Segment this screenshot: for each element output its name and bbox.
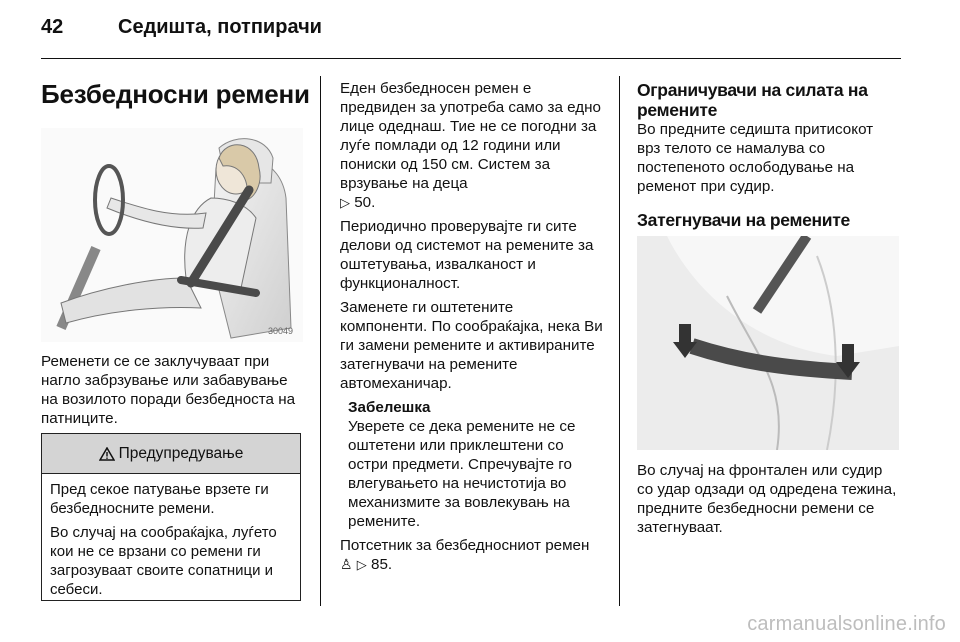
note-title: Забелешка bbox=[348, 399, 431, 416]
column-divider-1 bbox=[320, 76, 321, 606]
paragraph-replacement: Заменете ги оштетените компоненти. По сообраќајка, нека Ви ги замени ремените и активираните затегнувачи на ремените автомеханичар. bbox=[340, 299, 603, 392]
heading-force-limiters: Ограничувачи на силата на ремените bbox=[637, 80, 868, 120]
reference-arrow-icon: ▷ bbox=[340, 195, 350, 210]
figure-code: 30049 bbox=[268, 326, 294, 336]
chapter-title: Седишта, потпирачи bbox=[118, 16, 322, 38]
reference-arrow-icon-2: ▷ bbox=[356, 557, 367, 572]
warning-box bbox=[41, 433, 301, 601]
warning-body bbox=[42, 474, 300, 610]
paragraph-inspection: Периодично проверувајте ги сите делови од системот на ремените за оштетувања, извалканост и функционалност. bbox=[340, 218, 594, 292]
paragraph-reminder bbox=[340, 536, 604, 574]
section-title: Безбедносни ремени bbox=[41, 79, 310, 109]
note-text: Уверете се дека ремените не се оштетени или приклештени со остри предмети. Спречувајте го влегувањето на нечистотија во механизмите за вовлекувањ на ремените. bbox=[348, 418, 576, 530]
pretensioners-text: Во случај на фронтален или судир со удар одзади од одредена тежина, предните безбедносни ремени се затегнуваат. bbox=[637, 462, 897, 536]
warning-title: Предупредување bbox=[118, 444, 244, 462]
warning-triangle-icon bbox=[99, 447, 115, 461]
pretensioner-drawing bbox=[637, 236, 899, 450]
pretensioner-illustration bbox=[637, 236, 899, 450]
column-3 bbox=[637, 80, 899, 230]
warning-text-1: Пред секое патување врзете ги безбедносните ремени. bbox=[50, 481, 269, 517]
usage-ref: 50. bbox=[354, 194, 376, 211]
seatbelt-driver-illustration bbox=[41, 128, 303, 342]
intro-paragraph bbox=[41, 352, 303, 428]
warning-header bbox=[42, 434, 300, 474]
force-limiters-text: Во предните седишта притисокот врз телото се намалува со постепеното ослободување на ременот при судир. bbox=[637, 121, 874, 195]
seatbelt-person-icon: ♙ bbox=[340, 556, 353, 572]
pretensioners-paragraph bbox=[637, 461, 901, 537]
page-number: 42 bbox=[41, 16, 64, 38]
seatbelt-driver-drawing bbox=[41, 128, 303, 342]
intro-text: Ременети се се заклучуваат при нагло забрзување или забавување на возилото поради безбедноста на патниците. bbox=[41, 353, 296, 427]
reminder-ref: 85. bbox=[371, 556, 393, 573]
note-block bbox=[340, 398, 604, 531]
column-divider-2 bbox=[619, 76, 620, 606]
reminder-text: Потсетник за безбедносниот ремен bbox=[340, 537, 590, 554]
paragraph-usage bbox=[340, 79, 604, 212]
warning-text-2: Во случај на сообраќајка, луѓето кои не се врзани со ремени ги загрозуваат своите сопатници и себеси. bbox=[50, 524, 277, 598]
usage-text: Еден безбедносен ремен е предвиден за употреба само за едно лице одеднаш. Тие не се погодни за луѓе помлади од 12 години или пониски од 150 см. Систем за врзување на деца bbox=[340, 80, 601, 192]
watermark: carmanualsonline.info bbox=[747, 613, 946, 635]
column-2 bbox=[340, 79, 604, 574]
header-divider bbox=[41, 58, 901, 59]
heading-pretensioners: Затегнувачи на ремените bbox=[637, 210, 850, 230]
